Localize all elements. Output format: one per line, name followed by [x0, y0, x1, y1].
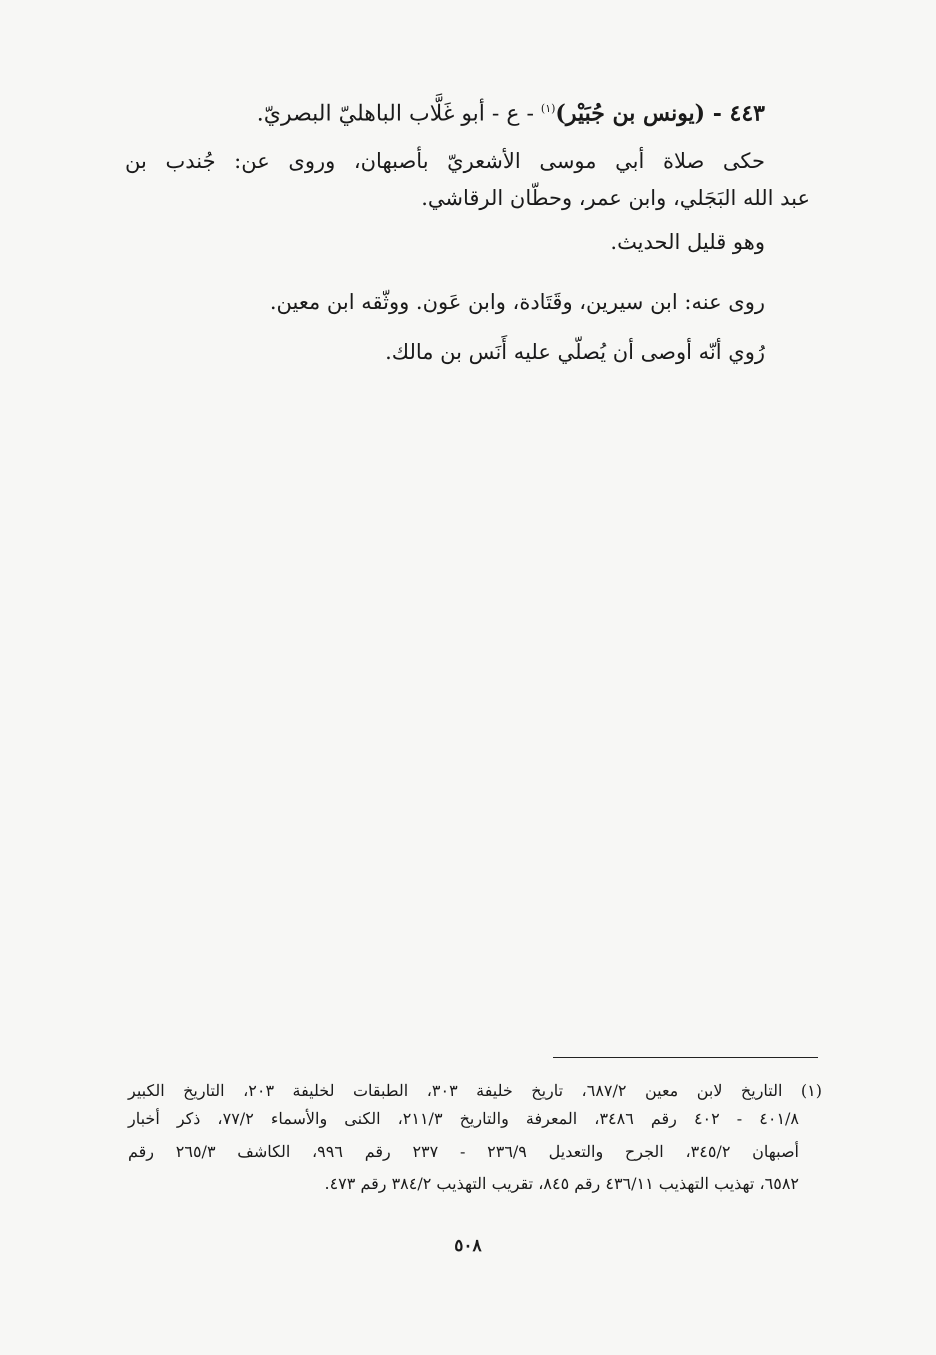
- footnote-line: ٦٥٨٢، تهذيب التهذيب ٤٣٦/١١ رقم ٨٤٥، تقريب التهذيب ٣٨٤/٢ رقم ٤٧٣.: [324, 1174, 799, 1193]
- footnote-line: (١) التاريخ لابن معين ٦٨٧/٢، تاريخ خليفة ٣٠٣، الطبقات لخليفة ٢٠٣، التاريخ الكبير: [128, 1081, 822, 1100]
- page-number: ٥٠٨: [454, 1236, 482, 1256]
- entry-heading-rest: - ع - أبو غَلَّاب الباهليّ البصريّ.: [256, 101, 541, 127]
- footnote-reference: (١): [540, 102, 556, 115]
- footnote-line: ٤٠١/٨ - ٤٠٢ رقم ٣٤٨٦، المعرفة والتاريخ ٢١١/٣، الكنى والأسماء ٧٧/٢، ذكر أخبار: [128, 1109, 800, 1128]
- entry-text-line: حكى صلاة أبي موسى الأشعريّ بأصبهان، وروى عن: جُندب بن: [125, 149, 765, 173]
- footnote-line: أصبهان ٣٤٥/٢، الجرح والتعديل ٢٣٦/٩ - ٢٣٧ رقم ٩٩٦، الكاشف ٢٦٥/٣ رقم: [128, 1142, 800, 1161]
- entry-text-line: روى عنه: ابن سيرين، وقَتَادة، وابن عَون. ووثّقه ابن معين.: [269, 290, 765, 314]
- entry-name: ٤٤٣ - (يونس بن جُبَيْر): [555, 100, 765, 127]
- entry-text-line: وهو قليل الحديث.: [610, 230, 765, 254]
- entry-heading: [257, 94, 765, 129]
- footnote-separator: [553, 1057, 818, 1058]
- entry-text-line: عبد الله البَجَلي، وابن عمر، وحطّان الرقاشي.: [421, 186, 810, 210]
- entry-text-line: رُوي أنّه أوصى أن يُصلّي عليه أَنَس بن مالك.: [385, 340, 765, 364]
